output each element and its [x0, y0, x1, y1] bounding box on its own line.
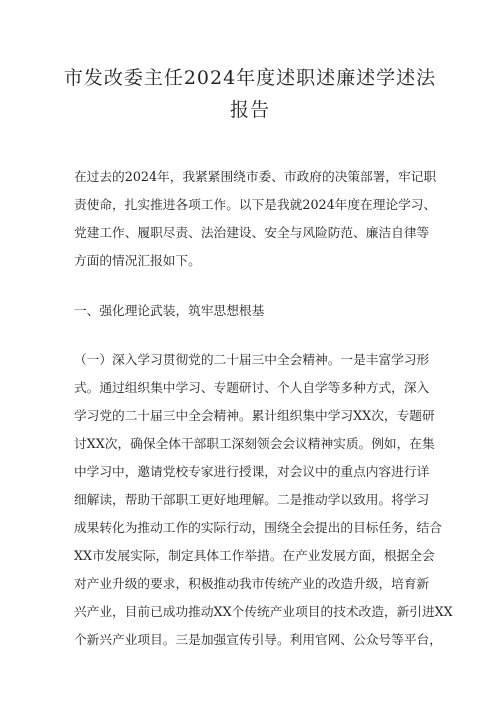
- body-paragraph-line: 讨XX次，确保全体干部职工深刻领会会议精神实质。例如，在集: [74, 436, 435, 451]
- intro-paragraph-line: 责使命，扎实推进各项工作。以下是我就2024年度在理论学习、: [74, 197, 437, 212]
- body-paragraph-line: 个新兴产业项目。三是加强宣传引导。利用官网、公众号等平台，: [74, 632, 442, 647]
- body-paragraph-line: 成果转化为推动工作的实际行动，围绕全会提出的目标任务，结合: [74, 520, 442, 535]
- body-paragraph-line: 式。通过组织集中学习、专题研讨、个人自学等多种方式，深入: [74, 380, 430, 395]
- document-title-continuation: 报告: [229, 99, 270, 121]
- body-paragraph-line: 细解读，帮助干部职工更好地理解。二是推动学以致用。将学习: [74, 492, 430, 507]
- body-paragraph-line: 中学习中，邀请党校专家进行授课，对会议中的重点内容进行详: [74, 464, 430, 479]
- body-paragraph-line: 对产业升级的要求，积极推动我市传统产业的改造升级，培育新: [74, 576, 430, 591]
- body-paragraph-line: （一）深入学习贯彻党的二十届三中全会精神。一是丰富学习形: [74, 352, 430, 367]
- body-paragraph-line: 学习党的二十届三中全会精神。累计组织集中学习XX次，专题研: [74, 408, 435, 423]
- intro-paragraph-line: 在过去的2024年，我紧紧围绕市委、市政府的决策部署，牢记职: [74, 169, 437, 184]
- document-title: 市发改委主任2024年度述职述廉述学述法: [63, 67, 437, 89]
- intro-paragraph-line: 方面的情况汇报如下。: [74, 253, 201, 268]
- intro-paragraph-line: 党建工作、履职尽责、法治建设、安全与风险防范、廉洁自律等: [74, 225, 430, 240]
- body-paragraph-line: 兴产业，目前已成功推动XX个传统产业项目的技术改造，新引进XX: [74, 604, 453, 619]
- body-paragraph-line: XX市发展实际，制定具体工作举措。在产业发展方面，根据全会: [74, 548, 435, 563]
- section-heading: 一、强化理论武装，筑牢思想根基: [74, 303, 265, 318]
